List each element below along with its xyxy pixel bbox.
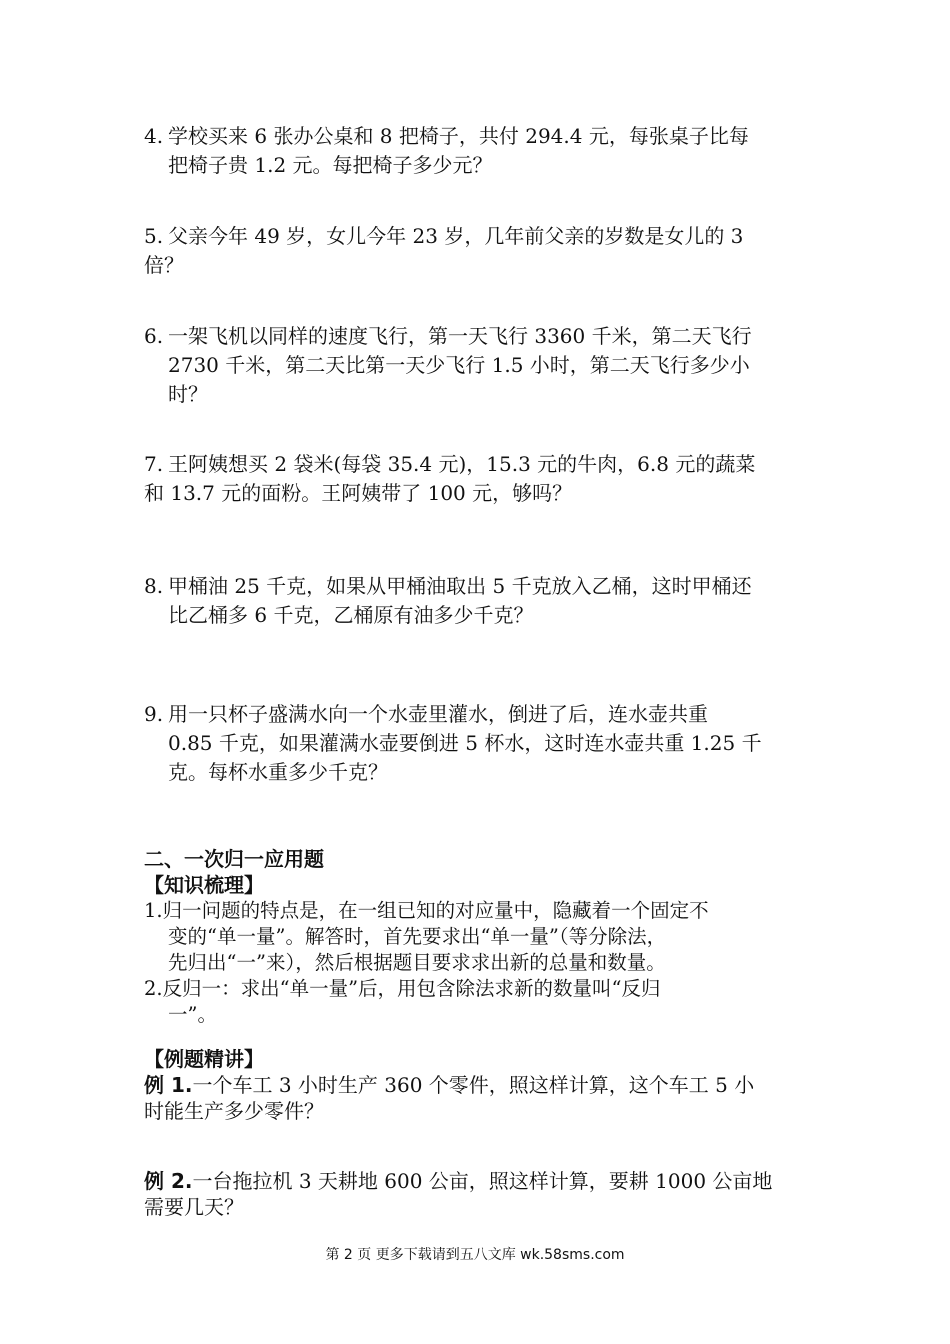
knowledge-text: 1.归一问题的特点是，在一组已知的对应量中，隐藏着一个固定不	[144, 899, 709, 922]
question-text: 甲桶油 25 千克，如果从甲桶油取出 5 千克放入乙桶，这时甲桶还	[168, 574, 752, 598]
question-9	[144, 700, 814, 787]
example-text-cont: 时能生产多少零件？	[144, 1099, 324, 1123]
question-text: 王阿姨想买 2 袋米(每袋 35.4 元)，15.3 元的牛肉，6.8 元的蔬菜	[168, 452, 756, 476]
knowledge-point-1	[144, 898, 824, 976]
examples-header: 【例题精讲】	[144, 1047, 264, 1071]
question-4	[144, 122, 814, 180]
question-text: 一架飞机以同样的速度飞行，第一天飞行 3360 千米，第二天飞行	[168, 324, 752, 348]
knowledge-text-cont: 先归出“一”来），然后根据题目要求求出新的总量和数量。	[168, 951, 666, 974]
question-number: 8.	[144, 574, 164, 598]
example-text: 一个车工 3 小时生产 360 个零件，照这样计算，这个车工 5 小	[192, 1073, 755, 1097]
question-text-cont: 把椅子贵 1.2 元。每把椅子多少元？	[168, 153, 493, 177]
question-5	[144, 222, 814, 280]
question-text-cont: 克。每杯水重多少千克？	[168, 760, 388, 784]
knowledge-text-cont: 一”。	[168, 1003, 217, 1026]
example-2	[144, 1168, 824, 1220]
question-7	[144, 450, 814, 508]
question-text-cont: 和 13.7 元的面粉。王阿姨带了 100 元，够吗？	[144, 481, 573, 505]
knowledge-text-cont: 变的“单一量”。解答时，首先要求出“单一量”（等分除法，	[168, 925, 667, 948]
section-title: 二、一次归一应用题	[144, 847, 324, 871]
knowledge-text: 2.反归一：求出“单一量”后，用包含除法求新的数量叫“反归	[144, 977, 661, 1000]
page-footer: 第 2 页 更多下载请到五八文库 wk.58sms.com	[325, 1247, 625, 1263]
knowledge-point-2	[144, 976, 824, 1028]
question-text: 用一只杯子盛满水向一个水壶里灌水，倒进了后，连水壶共重	[168, 702, 708, 726]
question-6	[144, 322, 814, 409]
question-number: 7.	[144, 452, 164, 476]
question-number: 6.	[144, 324, 164, 348]
question-number: 9.	[144, 702, 164, 726]
example-label: 例 1.	[144, 1073, 193, 1097]
example-text-cont: 需要几天？	[144, 1195, 244, 1219]
question-number: 5.	[144, 224, 164, 248]
example-1	[144, 1072, 824, 1124]
knowledge-header: 【知识梳理】	[144, 873, 264, 897]
question-text-cont: 2730 千米，第二天比第一天少飞行 1.5 小时，第二天飞行多少小	[168, 353, 750, 377]
question-text: 学校买来 6 张办公桌和 8 把椅子，共付 294.4 元，每张桌子比每	[168, 124, 749, 148]
example-label: 例 2.	[144, 1169, 193, 1193]
question-text: 父亲今年 49 岁，女儿今年 23 岁，几年前父亲的岁数是女儿的 3	[168, 224, 744, 248]
question-text-cont: 倍？	[144, 253, 184, 277]
question-text-cont: 时？	[168, 382, 208, 406]
question-text-cont: 比乙桶多 6 千克，乙桶原有油多少千克？	[168, 603, 534, 627]
question-number: 4.	[144, 124, 164, 148]
question-text-cont: 0.85 千克，如果灌满水壶要倒进 5 杯水，这时连水壶共重 1.25 千	[168, 731, 762, 755]
example-text: 一台拖拉机 3 天耕地 600 公亩，照这样计算，要耕 1000 公亩地	[192, 1169, 773, 1193]
question-8	[144, 572, 814, 630]
